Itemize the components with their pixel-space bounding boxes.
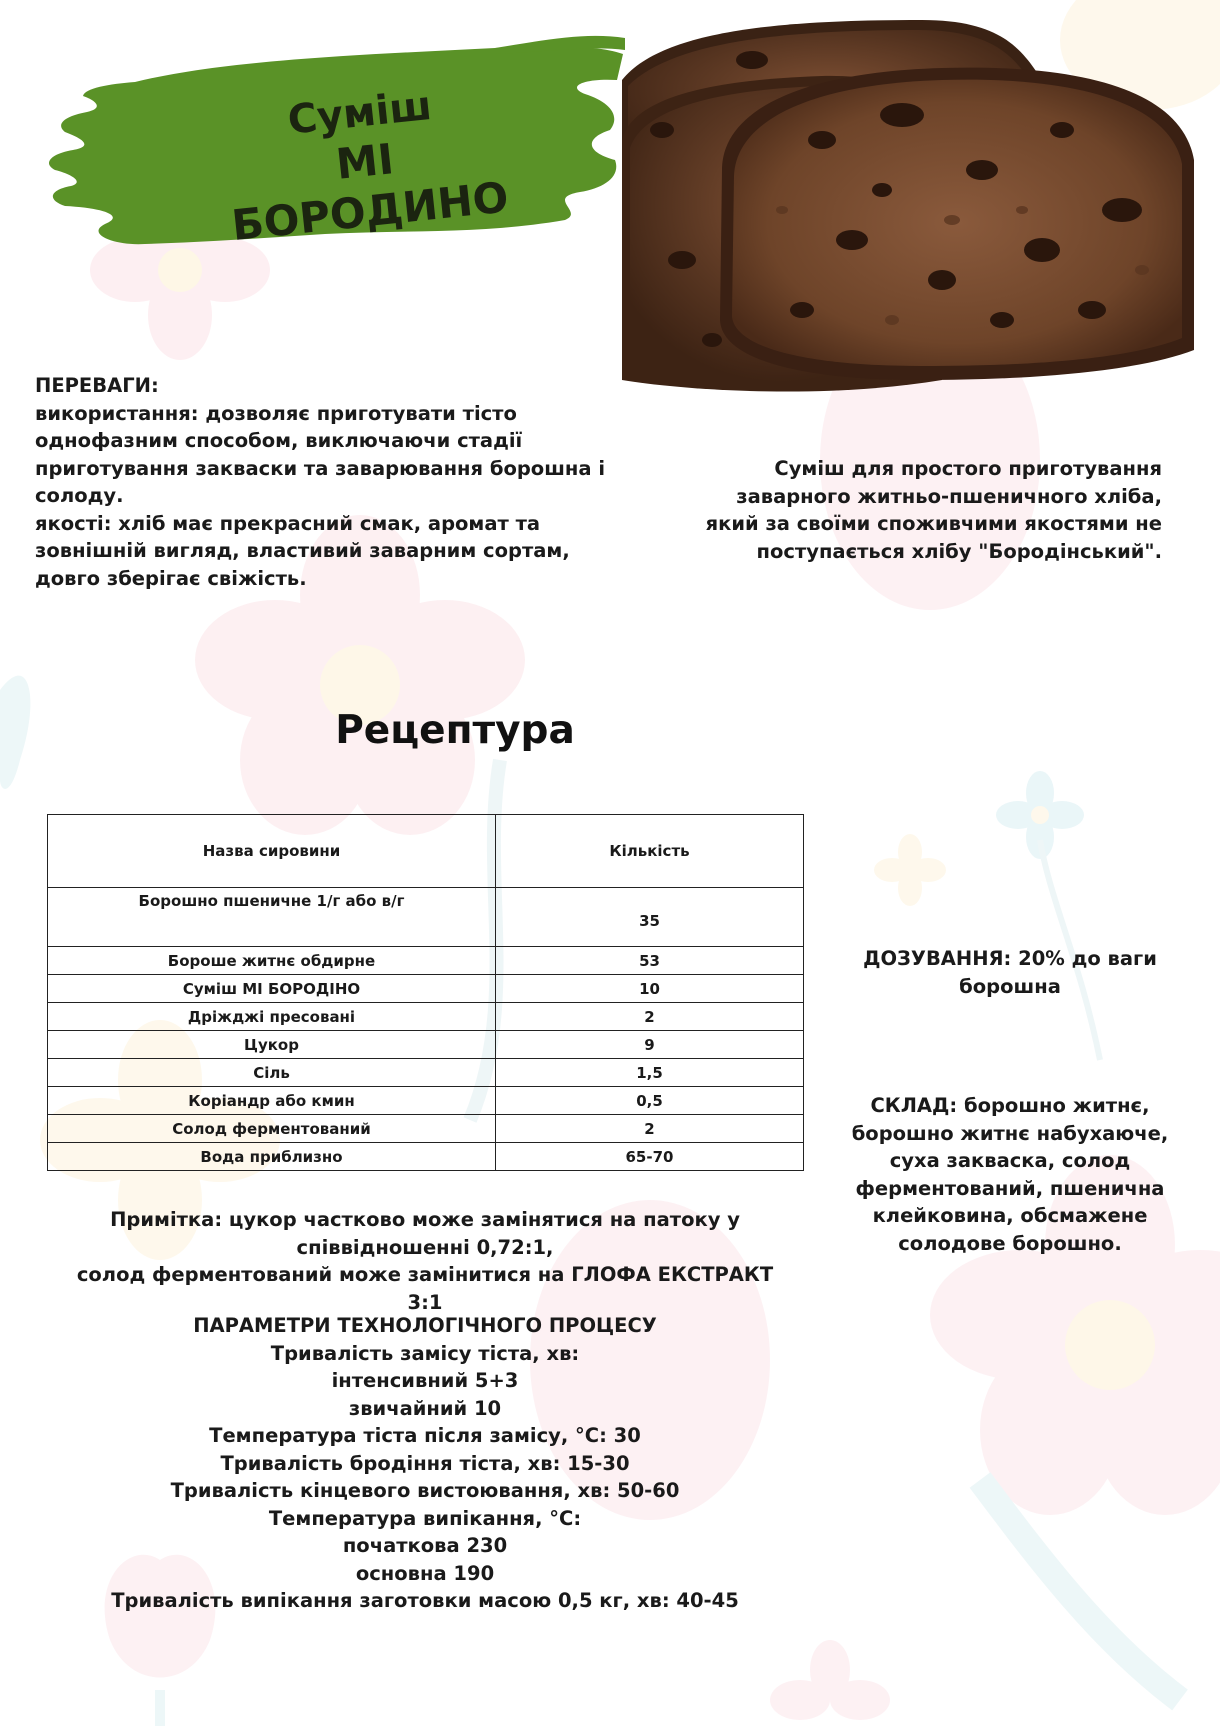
params-line: основна 190: [355, 1561, 495, 1585]
params-line: Температура тіста після замісу, °С: 30: [209, 1424, 641, 1447]
recipe-table: [47, 814, 804, 1171]
ingredient-amount: 10: [496, 975, 804, 1003]
note-line: солод ферментований може замінитися на ГЛОФА ЕКСТРАКТ 3:1: [76, 1263, 774, 1314]
ingredient-name: Суміш МІ БОРОДІНО: [48, 975, 496, 1003]
ingredient-amount: 2: [496, 1115, 804, 1143]
dosage-section: [860, 945, 1160, 1000]
note-line: Примітка: цукор частково може замінятися на патоку у: [110, 1208, 740, 1231]
ingredient-name: Цукор: [48, 1031, 496, 1059]
advantages-line: довго зберігає свіжість.: [35, 566, 307, 590]
description-line: Суміш для простого приготування: [774, 457, 1162, 480]
advantages-section: [35, 372, 615, 592]
composition-line: клейковина, обсмажене: [872, 1204, 1148, 1227]
ingredient-amount: 0,5: [496, 1087, 804, 1115]
note-line: співвідношенні 0,72:1,: [296, 1235, 554, 1259]
column-header-ingredient: Назва сировини: [48, 815, 496, 888]
title-line-1: Суміш: [285, 82, 434, 144]
ingredient-name: Коріандр або кмин: [48, 1087, 496, 1115]
advantages-line: якості: хліб має прекрасний смак, аромат та: [35, 511, 541, 535]
params-line: Тривалість замісу тіста, хв:: [270, 1341, 580, 1365]
ingredient-amount: 53: [496, 947, 804, 975]
advantages-line: однофазним способом, виключаючи стадії: [35, 429, 523, 452]
ingredient-amount: 35: [496, 888, 804, 947]
params-line: Температура випікання, °С:: [268, 1506, 582, 1530]
composition-line: суха закваска, солод: [889, 1149, 1131, 1172]
ingredient-name: Дріжджі пресовані: [48, 1003, 496, 1031]
advantages-line: приготування закваски та заварювання борошна і: [35, 456, 606, 480]
dosage-line: борошна: [959, 974, 1061, 998]
bread-slices-image: [622, 20, 1194, 420]
table-row: [48, 1115, 804, 1143]
ingredient-name: Сіль: [48, 1059, 496, 1087]
advantages-heading: ПЕРЕВАГИ:: [35, 374, 159, 397]
product-title: [208, 75, 522, 252]
advantages-line: солоду.: [35, 484, 124, 507]
ingredient-name: Вода приблизно: [48, 1143, 496, 1171]
params-line: Тривалість кінцевого вистоювання, хв: 50-60: [170, 1479, 680, 1502]
table-row: [48, 1143, 804, 1171]
params-heading: ПАРАМЕТРИ ТЕХНОЛОГІЧНОГО ПРОЦЕСУ: [193, 1314, 657, 1337]
description-line: заварного житньо-пшеничного хліба,: [736, 484, 1162, 508]
table-row: [48, 1059, 804, 1087]
table-row: [48, 1031, 804, 1059]
title-line-2: МІ БОРОДИНО: [229, 134, 511, 250]
params-line: інтенсивний 5+3: [331, 1369, 519, 1392]
ingredient-name: Солод ферментований: [48, 1115, 496, 1143]
table-header-row: [48, 815, 804, 888]
ingredient-amount: 2: [496, 1003, 804, 1031]
composition-line: борошно житнє набухаюче,: [851, 1121, 1169, 1145]
params-line: звичайний 10: [348, 1396, 502, 1420]
table-row: [48, 947, 804, 975]
ingredient-amount: 1,5: [496, 1059, 804, 1087]
product-description: [680, 455, 1162, 565]
table-row: [48, 975, 804, 1003]
title-banner: [25, 20, 625, 260]
composition-section: [845, 1092, 1175, 1257]
params-line: початкова 230: [342, 1534, 508, 1557]
params-line: Тривалість випікання заготовки масою 0,5 кг, хв: 40-45: [111, 1589, 739, 1612]
process-parameters: [60, 1312, 790, 1615]
dosage-line: ДОЗУВАННЯ: 20% до ваги: [863, 947, 1157, 970]
description-line: який за своїми споживчими якостями не: [705, 512, 1162, 535]
composition-line: СКЛАД: борошно житнє,: [870, 1094, 1150, 1117]
ingredient-name: Бороше житнє обдирне: [48, 947, 496, 975]
ingredient-amount: 9: [496, 1031, 804, 1059]
composition-line: ферментований, пшенична: [855, 1176, 1165, 1200]
ingredient-name: Борошно пшеничне 1/г або в/г: [48, 888, 496, 947]
table-row: [48, 888, 804, 947]
composition-line: солодове борошно.: [898, 1231, 1122, 1255]
table-row: [48, 1003, 804, 1031]
bread-photo: [622, 20, 1194, 420]
advantages-line: використання: дозволяє приготувати тісто: [35, 401, 517, 425]
ingredient-amount: 65-70: [496, 1143, 804, 1171]
advantages-line: зовнішній вигляд, властивий заварним сортам,: [35, 539, 570, 562]
params-line: Тривалість бродіння тіста, хв: 15-30: [220, 1451, 630, 1475]
note-section: [60, 1206, 790, 1316]
description-line: поступається хлібу "Бородінський".: [756, 539, 1162, 563]
recipe-heading: Рецептура: [335, 708, 575, 753]
table-row: [48, 1087, 804, 1115]
column-header-amount: Кількість: [496, 815, 804, 888]
